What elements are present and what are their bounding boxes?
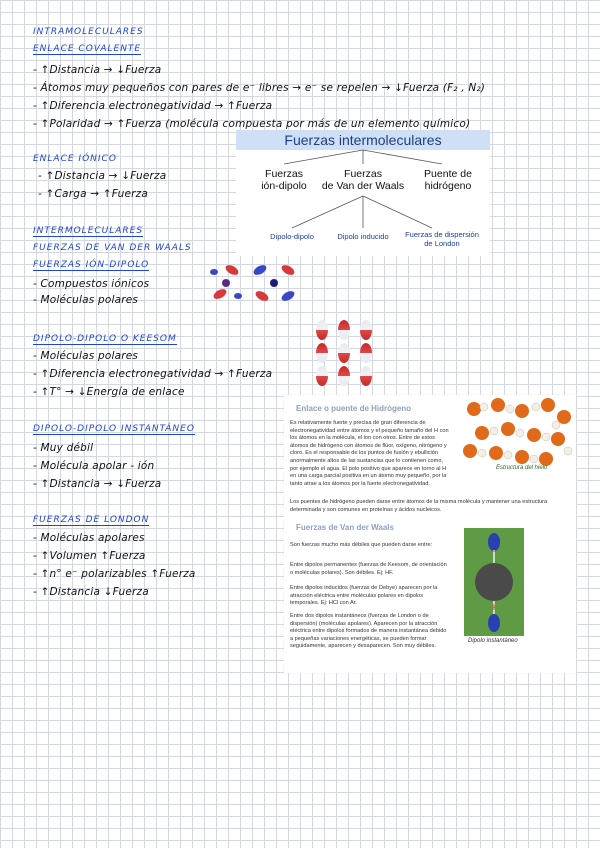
textbook-title-vdw: Fuerzas de Van der Waals: [296, 523, 394, 532]
ion-dipolo-illustration: [202, 258, 298, 308]
textbook-para-keesom: Entre dipolos permanentes (fuerzas de Keesom, de orientación o moléculas polares). Son débiles. Ej: HF.: [290, 562, 447, 576]
dipolo-dipolo-heading: DIPOLO-DIPOLO O KEESOM: [33, 334, 177, 344]
covalente-heading: ENLACE COVALENTE: [33, 44, 142, 54]
dipolo-instantaneo-image: [464, 528, 524, 636]
ion-anion-icon: [270, 279, 278, 287]
diagram-node-ion-dipolo: Fuerzas ión-dipolo: [261, 168, 307, 192]
ion-dipolo-item-2: - Moléculas polares: [33, 294, 139, 306]
intermolecular-diagram: [236, 130, 490, 256]
london-item-2: - ↑Volumen ↑Fuerza: [33, 550, 146, 562]
diagram-sub-dipolo-inducido: Dipolo inducido: [337, 232, 389, 241]
vdw-heading: FUERZAS DE VAN DER WAALS: [33, 243, 192, 253]
dipolo-dipolo-illustration: [312, 318, 378, 388]
london-heading: FUERZAS DE LONDON: [33, 515, 150, 525]
diagram-node-puente-hidrogeno: Puente de hidrógeno: [424, 168, 472, 192]
diagram-sub-london: Fuerzas de dispersión de London: [405, 230, 479, 248]
textbook-excerpt: [284, 395, 576, 673]
textbook-para-debye: Entre dipolos inducidos (fuerzas de Debye) aparecen por la atracción eléctrica entre moléculas polares en dipolos temporales. Ej: HCl con Ar.: [290, 585, 438, 607]
ionico-heading: ENLACE IÓNICO: [33, 154, 117, 164]
dipolo-instantaneo-caption: Dipolo instantáneo: [468, 638, 518, 644]
textbook-title-hidrogeno: Enlace o puente de Hidrógeno: [296, 404, 412, 413]
dipolo-dipolo-item-2: - ↑Diferencia electronegatividad → ↑Fuerza: [33, 368, 273, 380]
covalente-item-4: - ↑Polaridad → ↑Fuerza (molécula compuesta por más de un elemento químico): [33, 118, 471, 130]
diagram-node-van-der-waals: Fuerzas de Van der Waals: [321, 168, 405, 192]
ice-structure-image: [460, 395, 576, 471]
ionico-item-1: - ↑Distancia → ↓Fuerza: [38, 170, 167, 182]
intramoleculares-heading: INTRAMOLECULARES: [33, 27, 144, 37]
textbook-para-vdw-intro: Son fuerzas mucho más débiles que pueden darse entre:: [290, 542, 433, 548]
diagram-title: Fuerzas intermoleculares: [236, 130, 490, 150]
minus-sign-icon: −: [490, 547, 498, 557]
ion-dipolo-heading: FUERZAS IÓN-DIPOLO: [33, 260, 150, 270]
diagram-sub-dipolo-dipolo: Dipolo-dipolo: [270, 232, 314, 241]
textbook-para-london: Entre dos dipolos instantáneos (fuerzas de London o de dispersión) (moléculas apolares). Aparecen por la atracción eléctrica entre dipolos formados de manera instantánea debido a pequeñas variaciones energéticas, se pueden formar seguidamente, aparecen y desaparecen. Son muy débiles.: [290, 613, 447, 650]
ionico-item-2: - ↑Carga → ↑Fuerza: [38, 188, 148, 200]
dipolo-inst-item-1: - Muy débil: [33, 442, 94, 454]
textbook-para-hidrogeno: Es relativamente fuerte y precisa de gran diferencia de electronegatividad entre átomos y el pequeño tamaño del H con los átomos en la molécula, el ion con otros. Entre de estos átomos de hidrógeno con átomos de flúor, oxígeno, nitrógeno y cloro. Es el responsable de los puntos de fusión y ebullición anormalmente altos de las sustancias que lo contienen como, por ejemplo el agua. El polo positivo que aparece en torno al H en una carga parcial positiva en un átomo muy pequeño, por la tanto atrae a los átomos por la fuerte electronegatividad.: [290, 420, 449, 487]
ion-dipolo-item-1: - Compuestos iónicos: [33, 278, 150, 290]
dipolo-dipolo-item-3: - ↑T° → ↓Energía de enlace: [33, 386, 185, 398]
ice-caption: Estructura del hielo: [496, 465, 548, 471]
covalente-item-2: - Átomos muy pequeños con pares de e⁻ libres → e⁻ se repelen → ↓Fuerza (F₂ , N₂): [33, 82, 486, 94]
london-item-3: - ↑n° e⁻ polarizables ↑Fuerza: [33, 568, 196, 580]
covalente-item-1: - ↑Distancia → ↓Fuerza: [33, 64, 162, 76]
ion-cation-icon: [222, 279, 230, 287]
dipolo-inst-heading: DIPOLO-DIPOLO INSTANTÁNEO: [33, 424, 195, 434]
intermoleculares-heading: INTERMOLECULARES: [33, 226, 144, 236]
polar-molecule-icon: [316, 320, 372, 386]
textbook-para-hidrogeno-2: Los puentes de hidrógeno pueden darse entre átomos de la misma molécula y mantener una estructura determinada y son comunes en proteínas y ácidos nucleicos.: [290, 499, 548, 513]
dipolo-inst-item-2: - Molécula apolar - ión: [33, 460, 155, 472]
london-item-1: - Moléculas apolares: [33, 532, 145, 544]
covalente-item-3: - ↑Diferencia electronegatividad → ↑Fuerza: [33, 100, 273, 112]
plus-sign-icon: +: [490, 603, 498, 613]
london-item-4: - ↑Distancia ↓Fuerza: [33, 586, 149, 598]
dipolo-inst-item-3: - ↑Distancia → ↓Fuerza: [33, 478, 162, 490]
dipolo-dipolo-item-1: - Moléculas polares: [33, 350, 139, 362]
